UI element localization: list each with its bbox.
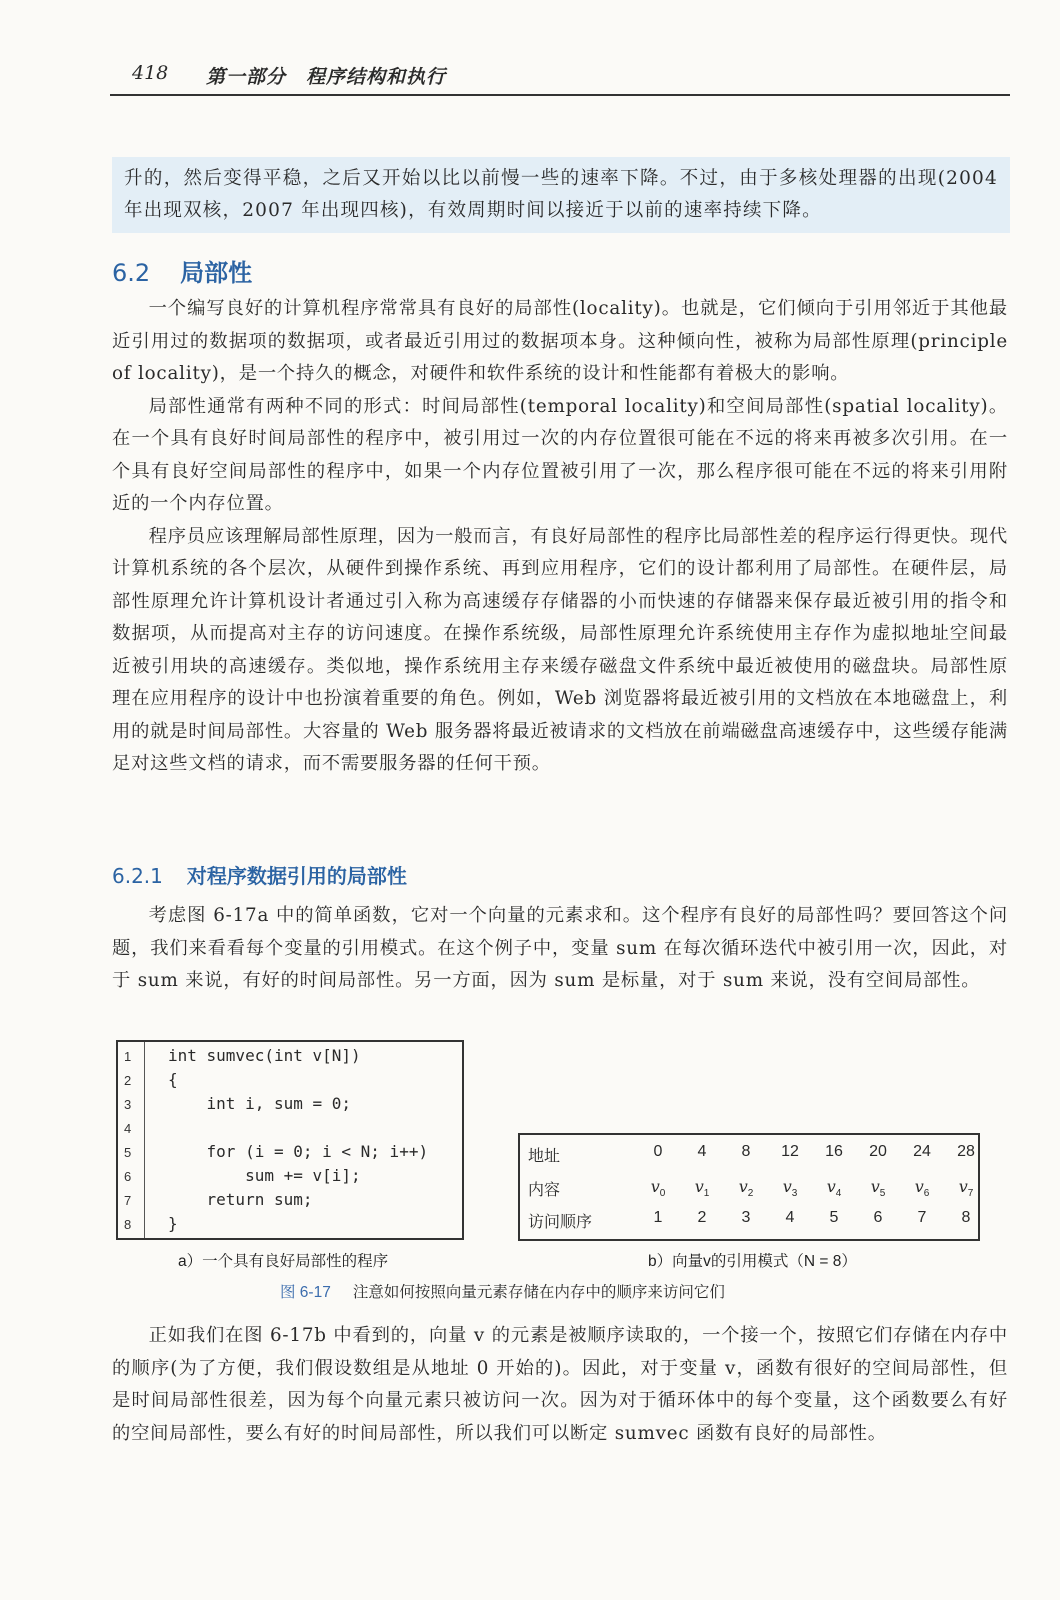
paragraph: 正如我们在图 6-17b 中看到的，向量 v 的元素是被顺序读取的，一个接一个，按照它们存储在内存中的顺序(为了方便，我们假设数组是从地址 0 开始的)。因此，对于变量 v，函数有很好的空间局部性，但是时间局部性很差，因为每个向量元素只被访问一次。因为对于循环体中的每个变量，这个函数要么有好的空间局部性，要么有好的时间局部性，所以我们可以断定 sumvec 函数有良好的局部性。 — [112, 1325, 1008, 1444]
figure-number: 图 6-17 — [280, 1284, 331, 1301]
code-text: return sum; — [168, 1190, 313, 1209]
closing-body — [112, 1320, 1008, 1450]
order-cell: 3 — [741, 1209, 751, 1226]
subsection-title: 对程序数据引用的局部性 — [186, 864, 407, 888]
part-title: 第一部分 程序结构和执行 — [206, 66, 447, 88]
address-cell: 20 — [869, 1143, 887, 1160]
line-number: 7 — [124, 1193, 132, 1208]
paragraph: 一个编写良好的计算机程序常常具有良好的局部性(locality)。也就是，它们倾向于引用邻近于其他最近引用过的数据项的数据项，或者最近引用过的数据项本身。这种倾向性，被称为局部性原理(principle of locality)，是一个持久的概念，对硬件和软件系统的设计和性能都有着极大的影响。 — [112, 298, 1008, 384]
table-caption: b）向量v的引用模式（N = 8） — [648, 1253, 857, 1270]
content-cell: $v_5$ — [870, 1177, 886, 1200]
subsection-body — [112, 900, 1008, 998]
paragraph: 程序员应该理解局部性原理，因为一般而言，有良好局部性的程序比局部性差的程序运行得更快。现代计算机系统的各个层次，从硬件到操作系统、再到应用程序，它们的设计都利用了局部性。在硬件层，局部性原理允许计算机设计者通过引入称为高速缓存存储器的小而快速的存储器来保存最近被引用的指令和数据项，从而提高对主存的访问速度。在操作系统级，局部性原理允许系统使用主存作为虚拟地址空间最近被引用块的高速缓存。类似地，操作系统用主存来缓存磁盘文件系统中最近被使用的磁盘块。局部性原理在应用程序的设计中也扮演着重要的角色。例如，Web 浏览器将最近被引用的文档放在本地磁盘上，利用的就是时间局部性。大容量的 Web 服务器将最近被请求的文档放在前端磁盘高速缓存中，这些缓存能满足对这些文档的请求，而不需要服务器的任何干预。 — [112, 525, 1008, 774]
contents-row — [520, 1171, 978, 1203]
row-label: 地址 — [528, 1148, 561, 1165]
code-text: } — [168, 1214, 178, 1233]
line-number: 6 — [124, 1169, 132, 1184]
figure-caption-text: 注意如何按照向量元素存储在内存中的顺序来访问它们 — [352, 1284, 725, 1301]
content-cell: $v_3$ — [782, 1177, 798, 1200]
subsection-heading — [112, 860, 407, 889]
content-cell: $v_7$ — [958, 1177, 974, 1200]
address-cell: 0 — [653, 1143, 663, 1160]
row-label: 访问顺序 — [528, 1214, 593, 1231]
paragraph: 考虑图 6-17a 中的简单函数，它对一个向量的元素求和。这个程序有良好的局部性吗？要回答这个问题，我们来看看每个变量的引用模式。在这个例子中，变量 sum 在每次循环迭代中被引用一次，因此，对于 sum 来说，有好的时间局部性。另一方面，因为 sum 是标量，对于 sum 来说，没有空间局部性。 — [112, 905, 1008, 991]
reference-pattern-table — [518, 1133, 980, 1241]
content-cell: $v_2$ — [738, 1177, 754, 1200]
order-cell: 7 — [917, 1209, 927, 1226]
note-text: 升的，然后变得平稳，之后又开始以比以前慢一些的速率下降。不过，由于多核处理器的出现(2004 年出现双核，2007 年出现四核)，有效周期时间以接近于以前的速率持续下降。 — [124, 168, 998, 221]
address-cell: 24 — [913, 1143, 931, 1160]
page-header — [110, 58, 1010, 96]
address-cell: 4 — [697, 1143, 707, 1160]
address-cell: 12 — [781, 1143, 799, 1160]
code-text: int sumvec(int v[N]) — [168, 1046, 361, 1065]
code-caption: a）一个具有良好局部性的程序 — [178, 1253, 389, 1270]
section-body — [112, 293, 1008, 781]
order-cell: 4 — [785, 1209, 795, 1226]
line-number: 2 — [124, 1073, 132, 1088]
address-cell: 8 — [741, 1143, 751, 1160]
address-cell: 16 — [825, 1143, 843, 1160]
address-cell: 28 — [957, 1143, 975, 1160]
address-row — [520, 1137, 978, 1169]
content-cell: $v_4$ — [826, 1177, 842, 1200]
content-cell: $v_1$ — [694, 1177, 710, 1200]
line-number: 8 — [124, 1217, 132, 1232]
row-label: 内容 — [528, 1182, 561, 1199]
line-number: 3 — [124, 1097, 132, 1112]
order-cell: 5 — [829, 1209, 839, 1226]
code-text: int i, sum = 0; — [168, 1094, 352, 1113]
code-text: for (i = 0; i < N; i++) — [168, 1142, 429, 1161]
code-text: sum += v[i]; — [168, 1166, 361, 1185]
order-cell: 2 — [697, 1209, 707, 1226]
line-number: 5 — [124, 1145, 132, 1160]
content-cell: $v_6$ — [914, 1177, 930, 1200]
section-heading — [112, 253, 252, 288]
line-number: 1 — [124, 1049, 132, 1064]
section-title: 局部性 — [180, 259, 253, 287]
continued-note-box — [112, 157, 1010, 233]
order-row — [520, 1203, 978, 1235]
content-cell: $v_0$ — [650, 1177, 666, 1200]
code-listing — [116, 1040, 464, 1240]
order-cell: 1 — [653, 1209, 663, 1226]
section-number: 6.2 — [112, 259, 151, 287]
line-number-divider — [144, 1042, 145, 1238]
code-text: { — [168, 1070, 178, 1089]
page-number: 418 — [132, 62, 169, 84]
figure-caption — [280, 1280, 725, 1302]
paragraph: 局部性通常有两种不同的形式：时间局部性(temporal locality)和空间局部性(spatial locality)。在一个具有良好时间局部性的程序中，被引用过一次的内存位置很可能在不远的将来再被多次引用。在一个具有良好空间局部性的程序中，如果一个内存位置被引用了一次，那么程序很可能在不远的将来引用附近的一个内存位置。 — [112, 395, 1008, 514]
subsection-number: 6.2.1 — [112, 864, 163, 888]
order-cell: 8 — [961, 1209, 971, 1226]
line-number: 4 — [124, 1121, 132, 1136]
order-cell: 6 — [873, 1209, 883, 1226]
